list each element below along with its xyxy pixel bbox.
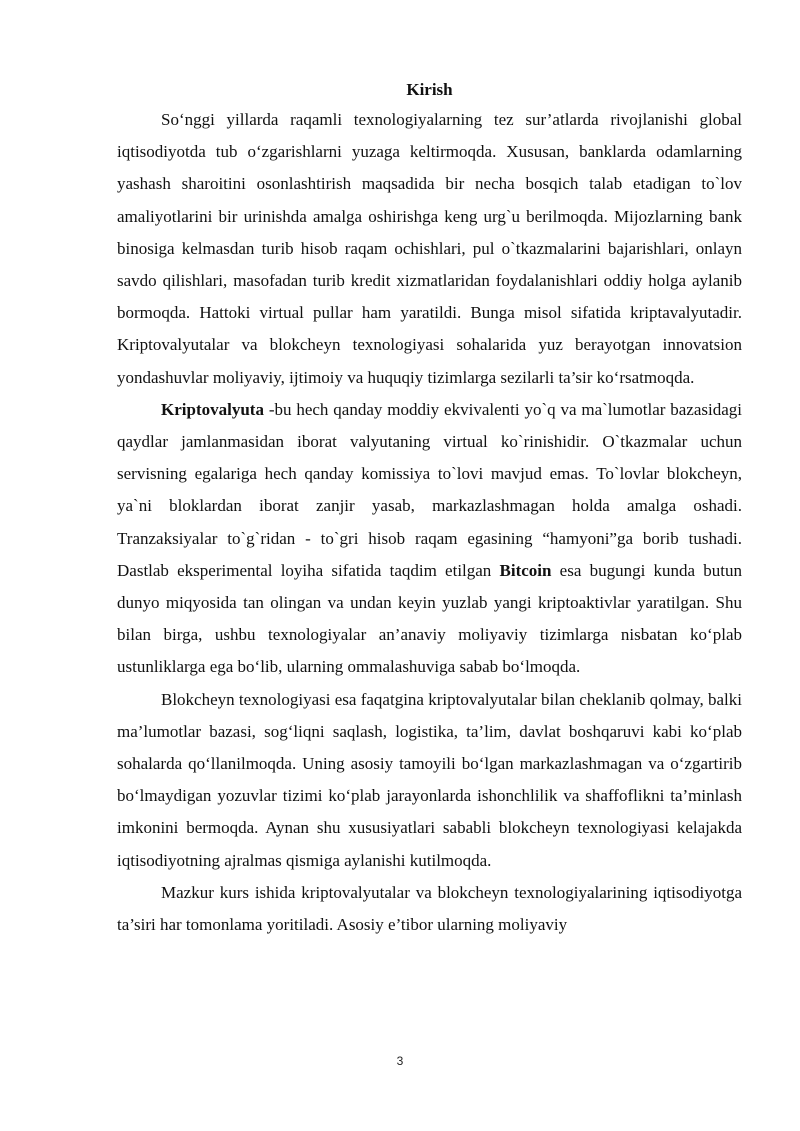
paragraph-cryptocurrency bbox=[117, 394, 742, 684]
document-body bbox=[117, 76, 742, 941]
paragraph-blockchain: Blokcheyn texnologiyasi esa faqatgina kriptovalyutalar bilan cheklanib qolmay, balki ma’lumotlar bazasi, sog‘liqni saqlash, logistika, ta’lim, davlat boshqaruvi kabi ko‘plab sohalarda qo‘llanilmoqda. Uning asosiy tamoyili bo‘lgan markazlashmagan va o‘zgartirib bo‘lmaydigan yozuvlar tizimi ko‘plab jarayonlarda ishonchlilik va shaffoflikni ta’minlash imkonini bermoqda. Aynan shu xususiyatlari sababli blokcheyn texnologiyasi kelajakda iqtisodiyotning ajralmas qismiga aylanishi kutilmoqda. bbox=[117, 689, 742, 870]
section-title: Kirish bbox=[406, 80, 453, 99]
paragraph-text: -bu hech qanday moddiy ekvivalenti yo`q va ma`lumotlar bazasidagi qaydlar jamlanmasidan iborat valyutaning virtual ko`rinishidir. O`tkazmalar uchun servisning egalariga hech qanday komissiya to`lovi mavjud emas. To`lovlar blokcheyn, ya`ni bloklardan iborat zanjir yasab, markazlashmagan holda amalga oshadi. Tranzaksiyalar to`g`ridan - to`gri hisob raqam egasining “hamyoni”ga borib tushadi. Dastlab eksperimental loyiha sifatida taqdim etilgan bbox=[117, 399, 742, 580]
paragraph-text: esa bugungi kunda butun dunyo miqyosida tan olingan va undan keyin yuzlab yangi kriptoaktivlar yaratilgan. Shu bilan birga, ushbu texnologiyalar an’anaviy moliyaviy tizimlarga nisbatan ko‘plab ustunliklarga ega bo‘lib, ularning ommalashuviga sabab bo‘lmoqda. bbox=[117, 560, 742, 677]
term-kriptovalyuta: Kriptovalyuta bbox=[161, 399, 264, 419]
paragraph-course-work: Mazkur kurs ishida kriptovalyutalar va blokcheyn texnologiyalarining iqtisodiyotga ta’siri har tomonlama yoritiladi. Asosiy e’tibor ularning moliyaviy bbox=[117, 882, 742, 935]
paragraph-intro: So‘nggi yillarda raqamli texnologiyalarning tez sur’atlarda rivojlanishi global iqtisodiyotda tub o‘zgarishlarni yuzaga keltirmoqda. Xususan, banklarda odamlarning yashash sharoitini osonlashtirish maqsadida bir necha bosqich talab etadigan to`lov amaliyotlarini bir urinishda amalga oshirishga keng urg`u berilmoqda. Mijozlarning bank binosiga kelmasdan turib hisob raqam ochishlari, pul o`tkazmalarini bajarishlari, onlayn savdo qilishlari, masofadan turib kredit xizmatlaridan foydalanishlari oddiy holga aylanib bormoqda. Hattoki virtual pullar ham yaratildi. Bunga misol sifatida kriptavalyutadir. Kriptovalyutalar va blokcheyn texnologiyasi sohalarida yuz berayotgan innovatsion yondashuvlar moliyaviy, ijtimoiy va huquqiy tizimlarga sezilarli ta’sir ko‘rsatmoqda. bbox=[117, 110, 742, 387]
term-bitcoin: Bitcoin bbox=[499, 560, 552, 580]
page-number: 3 bbox=[396, 1054, 404, 1068]
